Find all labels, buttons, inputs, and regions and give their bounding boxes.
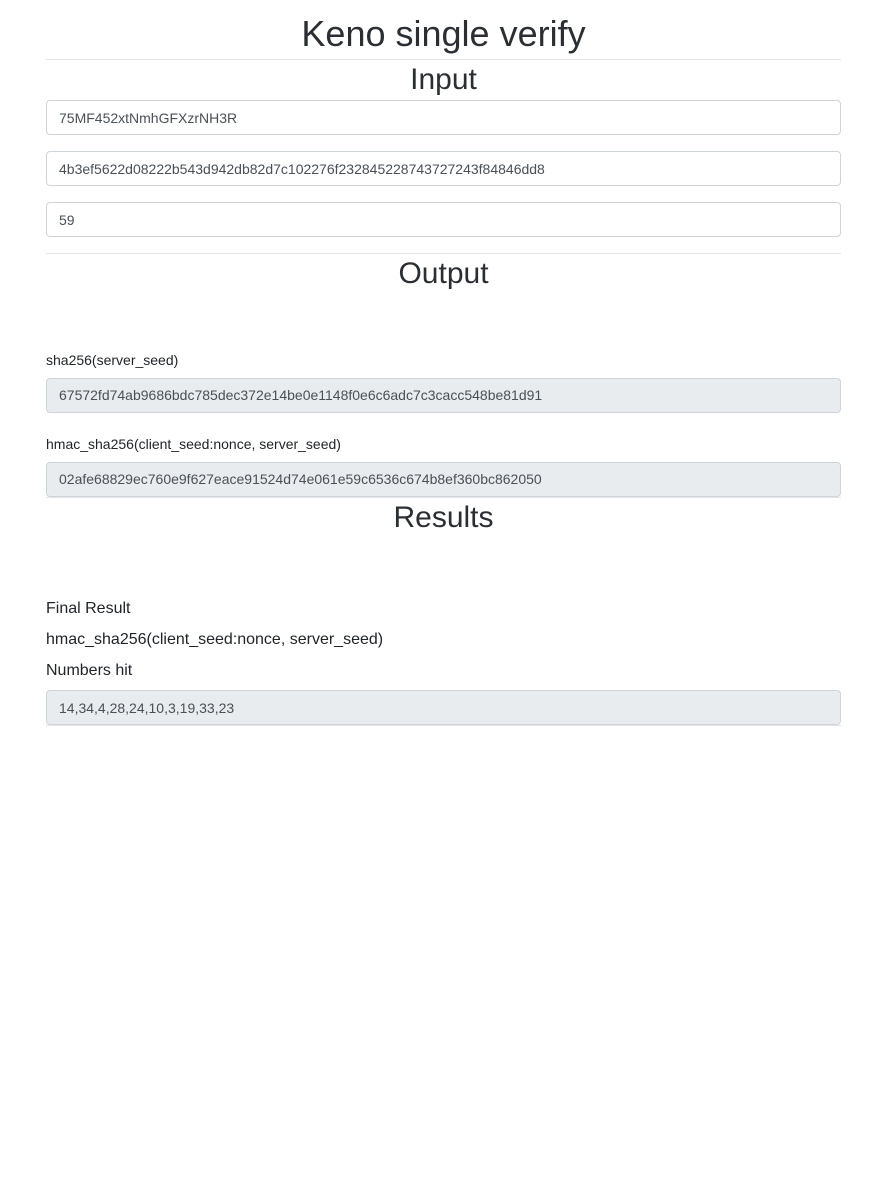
nonce-input[interactable]	[46, 202, 841, 237]
sha256-server-seed-label: sha256(server_seed)	[46, 351, 179, 368]
input-section-heading: Input	[410, 62, 477, 96]
final-result-label: Final Result	[46, 600, 131, 618]
final-result-formula: hmac_sha256(client_seed:nonce, server_seed)	[46, 631, 384, 649]
hmac-sha256-label: hmac_sha256(client_seed:nonce, server_seed)	[46, 435, 341, 452]
input-section	[46, 100, 841, 237]
divider	[46, 725, 841, 726]
client-seed-input[interactable]	[46, 100, 841, 135]
results-section-heading: Results	[393, 500, 494, 534]
sha256-server-seed-output[interactable]	[46, 378, 841, 413]
results-section	[46, 593, 841, 725]
hmac-sha256-output[interactable]	[46, 462, 841, 497]
results-description	[46, 593, 841, 686]
output-section-heading: Output	[398, 257, 489, 291]
content-container	[46, 10, 841, 726]
server-seed-input[interactable]	[46, 151, 841, 186]
numbers-hit-output[interactable]	[46, 690, 841, 725]
output-section	[46, 350, 841, 497]
page-title: Keno single verify	[301, 13, 586, 54]
numbers-hit-label: Numbers hit	[46, 662, 133, 680]
